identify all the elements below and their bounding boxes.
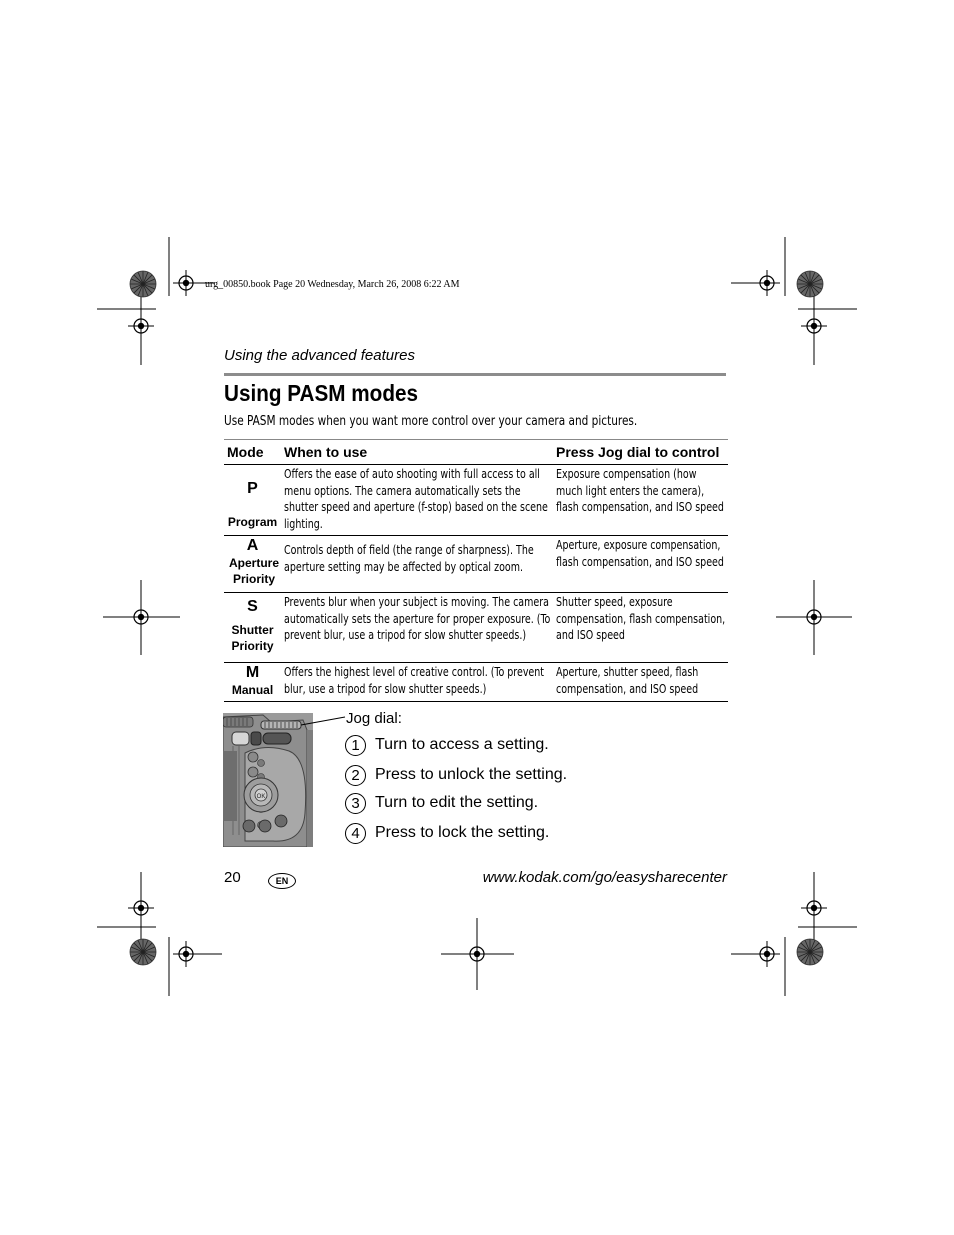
intro-text: Use PASM modes when you want more control over your camera and pictures. (224, 414, 638, 429)
step-number: 4 (345, 823, 366, 844)
list-item (345, 733, 567, 757)
when-cell (281, 536, 553, 593)
control-cell (553, 465, 728, 536)
table-row (224, 663, 728, 702)
list-item (345, 763, 567, 787)
when-cell (281, 663, 553, 702)
camera-back-illustration (223, 713, 348, 847)
mode-letter: S (247, 598, 258, 615)
mode-name: Manual (231, 683, 274, 697)
control-text: Aperture, shutter speed, flash compensation, and ISO speed (556, 665, 699, 696)
control-text: Shutter speed, exposure compensation, flash compensation, and ISO speed (556, 595, 726, 642)
mode-name: Shutter Priority (231, 623, 274, 653)
when-text: Prevents blur when your subject is moving. The camera automatically sets the aperture for proper exposure. (To prevent blur, use a tripod for slow shutter speeds.) (284, 595, 551, 642)
column-header-control: Press Jog dial to control (553, 440, 728, 465)
when-text: Offers the highest level of creative control. (To prevent blur, use a tripod for slow shutter speeds.) (284, 665, 545, 696)
step-text: Press to unlock the setting. (375, 766, 568, 783)
mode-cell-aperture (224, 536, 281, 593)
step-number: 2 (345, 765, 366, 786)
header-rule (224, 373, 726, 376)
when-cell (281, 593, 553, 663)
table-row (224, 593, 728, 663)
jog-dial-label: Jog dial: (346, 710, 402, 727)
mode-cell-shutter (224, 593, 281, 663)
column-header-when: When to use (281, 440, 553, 465)
mode-cell-manual (224, 663, 281, 702)
footer-url: www.kodak.com/go/easysharecenter (482, 869, 727, 886)
step-text: Turn to edit the setting. (375, 794, 539, 811)
mode-cell-program (224, 465, 281, 536)
when-cell (281, 465, 553, 536)
control-cell (553, 663, 728, 702)
mode-name: Program (227, 515, 278, 529)
control-cell (553, 536, 728, 593)
mode-name: Aperture Priority (228, 556, 279, 586)
page-number: 20 (224, 869, 241, 886)
language-badge: EN (268, 873, 296, 889)
table-row (224, 536, 728, 593)
table-row (224, 465, 728, 536)
control-text: Exposure compensation (how much light enters the camera), flash compensation, and ISO speed (556, 467, 724, 514)
control-text: Aperture, exposure compensation, flash compensation, and ISO speed (556, 538, 724, 569)
pasm-modes-table (224, 439, 728, 702)
page-title: Using PASM modes (224, 380, 418, 406)
file-slug: urg_00850.book Page 20 Wednesday, March 26, 2008 6:22 AM (205, 279, 460, 290)
jog-dial-steps (345, 733, 567, 845)
mode-letter: A (246, 537, 259, 554)
step-number: 3 (345, 793, 366, 814)
step-text: Turn to access a setting. (375, 736, 549, 753)
ok-button-label: OK (256, 794, 266, 800)
mode-letter: P (247, 480, 258, 497)
control-cell (553, 593, 728, 663)
section-header: Using the advanced features (224, 347, 415, 364)
list-item (345, 821, 567, 845)
when-text: Controls depth of field (the range of sharpness). The aperture setting may be affected by optical zoom. (284, 543, 534, 574)
mode-letter: M (245, 664, 260, 681)
list-item (345, 791, 567, 815)
table-header-row (224, 440, 728, 465)
column-header-mode: Mode (224, 440, 281, 465)
when-text: Offers the ease of auto shooting with full access to all menu options. The camera automatically sets the shutter speed and aperture (f-stop) based on the scene lighting. (284, 467, 548, 531)
step-text: Press to lock the setting. (375, 824, 550, 841)
step-number: 1 (345, 735, 366, 756)
